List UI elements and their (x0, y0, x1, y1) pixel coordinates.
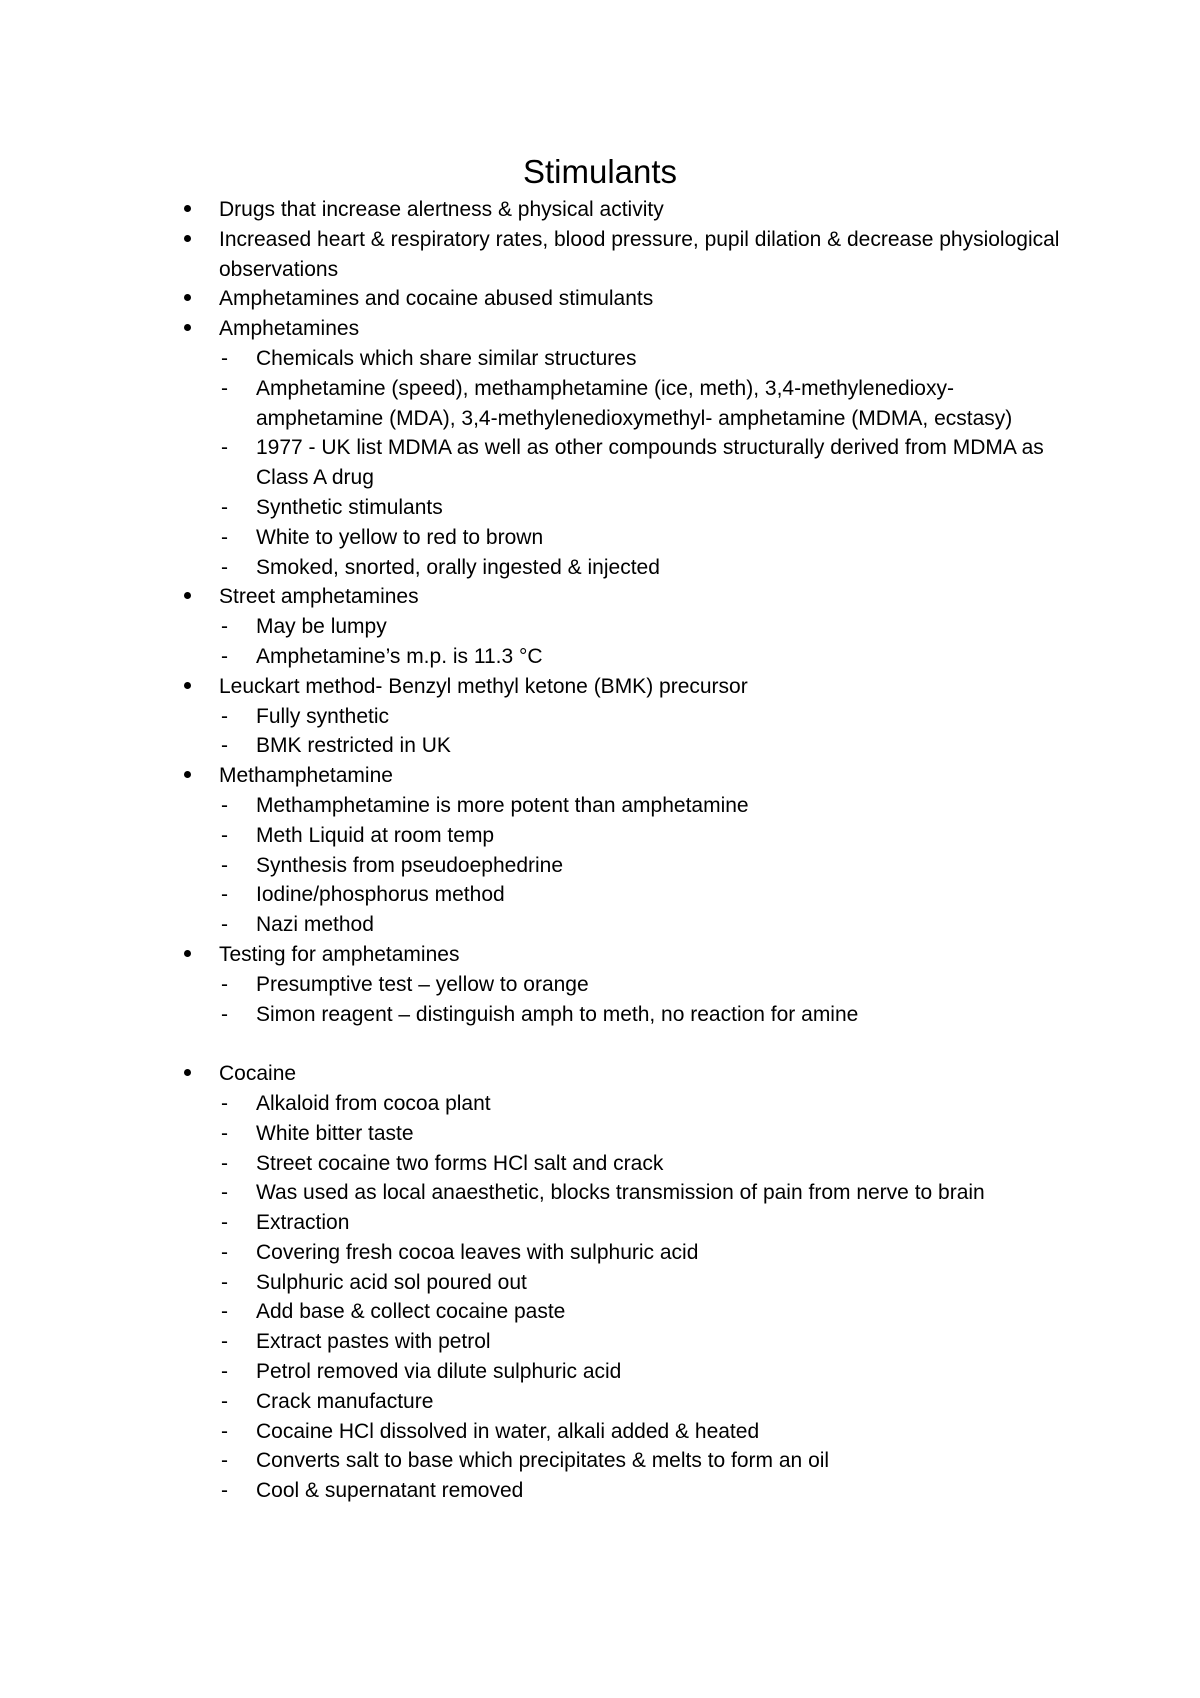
sub-item-text: White bitter taste (256, 1121, 414, 1145)
sub-item (219, 1208, 1060, 1238)
bullet-item (180, 195, 1060, 225)
sub-item-text: Meth Liquid at room temp (256, 823, 495, 847)
dash-marker: - (221, 853, 228, 877)
dash-marker: - (221, 913, 228, 937)
sub-item (219, 1417, 1060, 1447)
sub-item (219, 1297, 1060, 1327)
bullet-item (180, 314, 1060, 582)
dash-marker: - (221, 1270, 228, 1294)
dash-marker: - (221, 972, 228, 996)
sub-item (219, 1268, 1060, 1298)
dash-marker: - (221, 555, 228, 579)
sub-item (219, 791, 1060, 821)
bullet-dot-icon (184, 324, 191, 331)
dash-marker: - (221, 883, 228, 907)
bullet-text: Testing for amphetamines (219, 942, 460, 966)
dash-marker: - (221, 823, 228, 847)
sub-list (219, 702, 1060, 762)
notes-body (180, 195, 1060, 1506)
sub-item-text: Amphetamine (speed), methamphetamine (ice, meth), 3,4-methylenedioxy-amphetamine (MDA), 3,4-methylenedioxymethyl- amphetamine (MDMA, ecstasy) (256, 376, 1013, 430)
sub-item (219, 880, 1060, 910)
sub-item-text: Street cocaine two forms HCl salt and crack (256, 1151, 664, 1175)
sub-item-text: Cocaine HCl dissolved in water, alkali added & heated (256, 1419, 760, 1443)
sub-item (219, 642, 1060, 672)
dash-marker: - (221, 495, 228, 519)
sub-item (219, 1178, 1060, 1208)
sub-list (219, 612, 1060, 672)
bullet-dot-icon (184, 771, 191, 778)
sub-item (219, 523, 1060, 553)
sub-item-text: May be lumpy (256, 615, 387, 639)
bullet-text: Cocaine (219, 1062, 297, 1086)
sub-item (219, 553, 1060, 583)
sub-item (219, 1357, 1060, 1387)
sub-item (219, 1089, 1060, 1119)
bullet-dot-icon (184, 235, 191, 242)
dash-marker: - (221, 1389, 228, 1413)
sub-item-text: Converts salt to base which precipitates & melts to form an oil (256, 1449, 830, 1473)
sub-item (219, 1238, 1060, 1268)
dash-marker: - (221, 346, 228, 370)
dash-marker: - (221, 1211, 228, 1235)
page-title: Stimulants (522, 153, 678, 190)
bullet-item (180, 225, 1060, 285)
bullet-item (180, 672, 1060, 761)
sub-item-text: Amphetamine’s m.p. is 11.3 °C (256, 644, 543, 668)
bullet-text: Street amphetamines (219, 585, 419, 609)
sub-item (219, 344, 1060, 374)
sub-list (219, 970, 1060, 1030)
bullet-text: Amphetamines (219, 317, 360, 341)
sub-item-text: Synthesis from pseudoephedrine (256, 853, 564, 877)
sub-item (219, 612, 1060, 642)
sub-item (219, 731, 1060, 761)
bullet-dot-icon (184, 205, 191, 212)
sub-item-text: Iodine/phosphorus method (256, 883, 505, 907)
bullet-text: Amphetamines and cocaine abused stimulants (219, 287, 654, 311)
sub-item-text: BMK restricted in UK (256, 734, 451, 758)
bullet-item (180, 582, 1060, 671)
sub-item-text: Petrol removed via dilute sulphuric acid (256, 1360, 622, 1384)
sub-item-text: Crack manufacture (256, 1389, 434, 1413)
dash-marker: - (221, 436, 228, 460)
sub-list (219, 791, 1060, 940)
bullet-dot-icon (184, 1069, 191, 1076)
sub-item (219, 1476, 1060, 1506)
dash-marker: - (221, 376, 228, 400)
bullet-list (180, 195, 1060, 1506)
sub-item (219, 433, 1060, 493)
sub-item (219, 821, 1060, 851)
sub-item (219, 374, 1060, 434)
dash-marker: - (221, 1449, 228, 1473)
bullet-item (180, 1059, 1060, 1506)
sub-item-text: Sulphuric acid sol poured out (256, 1270, 527, 1294)
dash-marker: - (221, 1181, 228, 1205)
dash-marker: - (221, 704, 228, 728)
dash-marker: - (221, 644, 228, 668)
sub-item-text: Chemicals which share similar structures (256, 346, 637, 370)
sub-item-text: Extract pastes with petrol (256, 1330, 491, 1354)
bullet-dot-icon (184, 294, 191, 301)
dash-marker: - (221, 734, 228, 758)
sub-item-text: Was used as local anaesthetic, blocks transmission of pain from nerve to brain (256, 1181, 985, 1205)
sub-item-text: Cool & supernatant removed (256, 1479, 524, 1503)
sub-item (219, 493, 1060, 523)
sub-item (219, 1327, 1060, 1357)
dash-marker: - (221, 1360, 228, 1384)
sub-item (219, 702, 1060, 732)
sub-item-text: Simon reagent – distinguish amph to meth, no reaction for amine (256, 1002, 859, 1026)
sub-item (219, 1119, 1060, 1149)
sub-item (219, 910, 1060, 940)
sub-item (219, 1387, 1060, 1417)
sub-item (219, 1000, 1060, 1030)
dash-marker: - (221, 1479, 228, 1503)
sub-item-text: Alkaloid from cocoa plant (256, 1091, 491, 1115)
blank-line (180, 1029, 1060, 1059)
dash-marker: - (221, 615, 228, 639)
sub-item-text: Covering fresh cocoa leaves with sulphuric acid (256, 1240, 699, 1264)
bullet-dot-icon (184, 682, 191, 689)
dash-marker: - (221, 1151, 228, 1175)
sub-item-text: Add base & collect cocaine paste (256, 1300, 566, 1324)
sub-item (219, 1149, 1060, 1179)
bullet-text: Leuckart method- Benzyl methyl ketone (BMK) precursor (219, 674, 748, 698)
sub-item-text: Synthetic stimulants (256, 495, 443, 519)
dash-marker: - (221, 1330, 228, 1354)
sub-list (219, 344, 1060, 582)
dash-marker: - (221, 1419, 228, 1443)
sub-item-text: Presumptive test – yellow to orange (256, 972, 589, 996)
bullet-dot-icon (184, 950, 191, 957)
bullet-text: Drugs that increase alertness & physical activity (219, 198, 664, 221)
dash-marker: - (221, 525, 228, 549)
bullet-text: Increased heart & respiratory rates, blood pressure, pupil dilation & decrease physiological observations (219, 227, 1060, 281)
sub-item-text: Fully synthetic (256, 704, 390, 728)
sub-item-text: 1977 - UK list MDMA as well as other compounds structurally derived from MDMA as Class A drug (256, 436, 1044, 490)
sub-item (219, 970, 1060, 1000)
sub-item-text: Nazi method (256, 913, 374, 937)
sub-item-text: Methamphetamine is more potent than amphetamine (256, 793, 749, 817)
dash-marker: - (221, 1002, 228, 1026)
sub-item-text: Smoked, snorted, orally ingested & injected (256, 555, 660, 579)
dash-marker: - (221, 1091, 228, 1115)
dash-marker: - (221, 1121, 228, 1145)
bullet-item (180, 284, 1060, 314)
sub-item-text: Extraction (256, 1211, 350, 1235)
bullet-dot-icon (184, 592, 191, 599)
sub-list (219, 1089, 1060, 1506)
sub-item (219, 851, 1060, 881)
dash-marker: - (221, 1300, 228, 1324)
dash-marker: - (221, 1240, 228, 1264)
sub-item (219, 1446, 1060, 1476)
bullet-text: Methamphetamine (219, 764, 393, 788)
sub-item-text: White to yellow to red to brown (256, 525, 544, 549)
bullet-item (180, 761, 1060, 940)
bullet-item (180, 940, 1060, 1029)
dash-marker: - (221, 793, 228, 817)
